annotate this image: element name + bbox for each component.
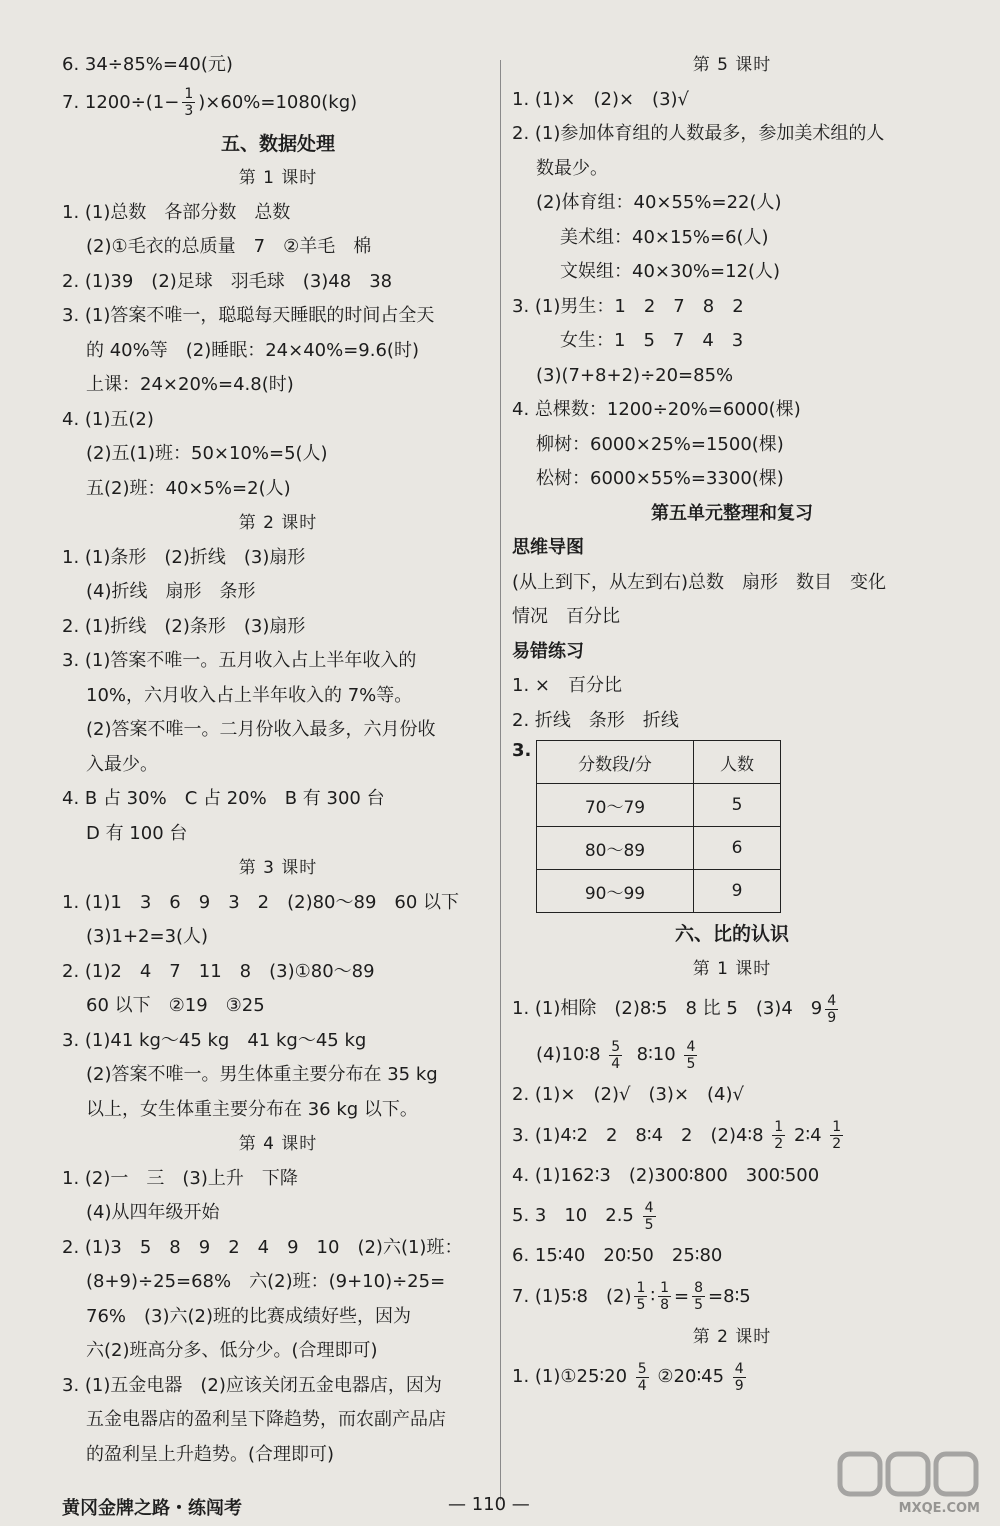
question-number: 3. <box>512 740 532 761</box>
answer-line: (4)折线 扇形 条形 <box>86 581 256 602</box>
answer-line: (2)①毛衣的总质量 7 ②羊毛 棉 <box>86 236 372 257</box>
answer-line: 3. (1)4∶2 2 8∶4 2 (2)4∶8 $\frac{1}{2}$ 2∶4 $\frac{1}{2}$ <box>512 1119 842 1152</box>
table-row <box>537 784 781 827</box>
right-column <box>512 48 952 1400</box>
answer-line: 1. (2)一 三 (3)上升 下降 <box>62 1167 298 1189</box>
lesson-title: 第 5 课时 <box>692 55 772 75</box>
answer-line: 入最少。 <box>86 753 158 775</box>
mindmap-heading: 思维导图 <box>512 537 584 558</box>
answer-line: (3)(7+8+2)÷20=85% <box>536 364 734 386</box>
answer-line: 4. (1)五(2) <box>62 408 154 430</box>
table-header: 人数 <box>694 741 781 784</box>
answer-line: 上课：24×20%=4.8(时) <box>86 374 294 395</box>
answer-line: 10%，六月收入占上半年收入的 7%等。 <box>86 684 413 706</box>
fraction: $\frac{5}{4}$ <box>637 1360 647 1394</box>
table-cell: 6 <box>694 827 781 870</box>
fraction: $\frac{1}{5}$ <box>636 1280 646 1313</box>
answer-line: 情况 百分比 <box>512 606 620 627</box>
answer-line: (3)1+2=3(人) <box>86 926 209 947</box>
answer-line: 柳树：6000×25%=1500(棵) <box>536 433 784 455</box>
answer-line: 2. (1)3 5 8 9 2 4 9 10 (2)六(1)班： <box>62 1236 463 1258</box>
table-cell: 5 <box>694 784 781 827</box>
table-row <box>537 827 781 870</box>
watermark-logo <box>834 1448 984 1518</box>
fraction: $\frac{1}{2}$ <box>832 1119 842 1152</box>
fraction: $\frac{4}{5}$ <box>686 1038 696 1072</box>
lesson-title: 第 3 课时 <box>238 858 318 878</box>
answer-line: 2. (1)参加体育组的人数最多，参加美术组的人 <box>512 123 885 144</box>
answer-line: 2. (1)折线 (2)条形 (3)扇形 <box>62 615 306 637</box>
fraction: $\frac{8}{5}$ <box>694 1280 704 1313</box>
answer-line: 6. 34÷85%=40(元) <box>62 54 233 75</box>
score-table-block <box>512 740 952 913</box>
fraction: $\frac{4}{5}$ <box>644 1199 654 1233</box>
answer-line: 3. (1)41 kg～45 kg 41 kg～45 kg <box>62 1029 367 1051</box>
fraction: $\frac{5}{4}$ <box>611 1038 621 1072</box>
answer-line: 7. (1)5∶8 (2) $\frac{1}{5}$ ∶ $\frac{1}{8}$ = $\frac{8}{5}$ =8∶5 <box>512 1280 751 1313</box>
answer-line: 1. (1)①25∶20 $\frac{5}{4}$ ②20∶45 $\frac{4}{9}$ <box>512 1360 744 1394</box>
answer-line: 松树：6000×55%=3300(棵) <box>536 468 784 489</box>
lesson-title: 第 2 课时 <box>692 1326 772 1347</box>
book-brand: 黄冈金牌之路・练闯考 <box>62 1498 242 1519</box>
lesson-title: 第 4 课时 <box>238 1134 318 1154</box>
answer-line: 3. (1)男生：1 2 7 8 2 <box>512 295 744 317</box>
answer-line: 1. (1)相除 (2)8∶5 8 比 5 (3)4 9 $\frac{4}{9}$ <box>512 992 837 1026</box>
answer-line: 1. (1)1 3 6 9 3 2 (2)80～89 60 以下 <box>62 891 460 913</box>
fraction: $\frac{1}{8}$ <box>660 1280 670 1313</box>
answer-line: 1. × 百分比 <box>512 675 622 696</box>
answer-line: 4. B 占 30% C 占 20% B 有 300 台 <box>62 788 385 809</box>
answer-line: 的盈利呈上升趋势。(合理即可) <box>86 1443 335 1465</box>
table-row <box>537 870 781 913</box>
answer-line: 4. 总棵数：1200÷20%=6000(棵) <box>512 399 801 420</box>
answer-line: D 有 100 台 <box>86 822 188 844</box>
answer-line: 以上，女生体重主要分布在 36 kg 以下。 <box>86 1098 418 1120</box>
answer-line: (4)从四年级开始 <box>86 1202 220 1223</box>
answer-line: 女生：1 5 7 4 3 <box>560 330 744 351</box>
answer-line: 60 以下 ②19 ③25 <box>86 995 265 1016</box>
answer-line: (2)答案不唯一。二月份收入最多，六月份收 <box>86 719 436 740</box>
fraction: $\frac{4}{9}$ <box>827 992 837 1026</box>
answer-line: 2. (1)2 4 7 11 8 (3)①80～89 <box>62 960 375 982</box>
fraction: $\frac{4}{9}$ <box>734 1360 744 1394</box>
answer-line: 3. (1)答案不唯一。五月收入占上半年收入的 <box>62 650 417 671</box>
table-cell: 90～99 <box>537 870 694 913</box>
answer-line: 2. (1)× (2)√ (3)× (4)√ <box>512 1084 744 1105</box>
answer-line: (8+9)÷25=68% 六(2)班：(9+10)÷25= <box>86 1271 446 1292</box>
lesson-title: 第 1 课时 <box>692 958 772 979</box>
section-title: 六、比的认识 <box>674 923 789 945</box>
answer-line: 2. (1)39 (2)足球 羽毛球 (3)48 38 <box>62 270 393 292</box>
answer-line: 五金电器店的盈利呈下降趋势，而农副产品店 <box>86 1409 446 1430</box>
lesson-title: 第 1 课时 <box>238 168 318 188</box>
mistakes-heading: 易错练习 <box>512 640 584 662</box>
answer-line: 4. (1)162∶3 (2)300∶800 300∶500 <box>512 1164 820 1186</box>
answer-line: 6. 15∶40 20∶50 25∶80 <box>512 1245 723 1266</box>
answer-line: 五(2)班：40×5%=2(人) <box>86 477 291 499</box>
answer-line: 1. (1)总数 各部分数 总数 <box>62 201 291 223</box>
answer-line: 1. (1)条形 (2)折线 (3)扇形 <box>62 546 306 568</box>
page-number: — 110 — <box>448 1494 530 1515</box>
fraction: $\frac{1}{3}$ <box>184 86 194 119</box>
answer-line: 3. (1)答案不唯一，聪聪每天睡眠的时间占全天 <box>62 305 435 326</box>
answer-line: 3. (1)五金电器 (2)应该关闭五金电器店，因为 <box>62 1374 442 1396</box>
table-cell: 9 <box>694 870 781 913</box>
table-cell: 80～89 <box>537 827 694 870</box>
answer-line: (2)体育组：40×55%=22(人) <box>536 192 782 213</box>
table-header-row <box>537 741 781 784</box>
table-header: 分数段/分 <box>537 741 694 784</box>
review-title: 第五单元整理和复习 <box>651 502 813 524</box>
lesson-title: 第 2 课时 <box>238 513 318 533</box>
answer-line: 美术组：40×15%=6(人) <box>560 226 769 248</box>
table-cell: 70～79 <box>537 784 694 827</box>
answer-line: 文娱组：40×30%=12(人) <box>560 261 781 282</box>
section-title: 五、数据处理 <box>220 132 335 155</box>
fraction: $\frac{1}{2}$ <box>774 1119 784 1152</box>
answer-line: 7. 1200÷(1− $\frac{1}{3}$ )×60%=1080(kg) <box>62 86 358 119</box>
left-column <box>62 48 494 1472</box>
answer-line: (2)答案不唯一。男生体重主要分布在 35 kg <box>86 1064 438 1085</box>
answer-line: 2. 折线 条形 折线 <box>512 709 679 731</box>
answer-line: 六(2)班高分多、低分少。(合理即可) <box>86 1340 378 1361</box>
answer-line: 76% (3)六(2)班的比赛成绩好些，因为 <box>86 1305 412 1327</box>
answer-line: 的 40%等 (2)睡眠：24×40%=9.6(时) <box>86 339 419 361</box>
answer-line: 5. 3 10 2.5 $\frac{4}{5}$ <box>512 1199 654 1233</box>
answer-line: 数最少。 <box>536 157 608 179</box>
answer-line: (从上到下，从左到右)总数 扇形 数目 变化 <box>512 571 887 593</box>
answer-line: 1. (1)× (2)× (3)√ <box>512 88 690 110</box>
score-table <box>536 740 781 913</box>
watermark-icon <box>834 1448 984 1504</box>
watermark-text: MXQE.COM <box>898 1501 980 1516</box>
answer-line: (2)五(1)班：50×10%=5(人) <box>86 443 328 464</box>
answer-line: (4)10∶8 $\frac{5}{4}$ 8∶10 $\frac{4}{5}$ <box>536 1038 696 1072</box>
column-divider <box>500 60 501 1500</box>
